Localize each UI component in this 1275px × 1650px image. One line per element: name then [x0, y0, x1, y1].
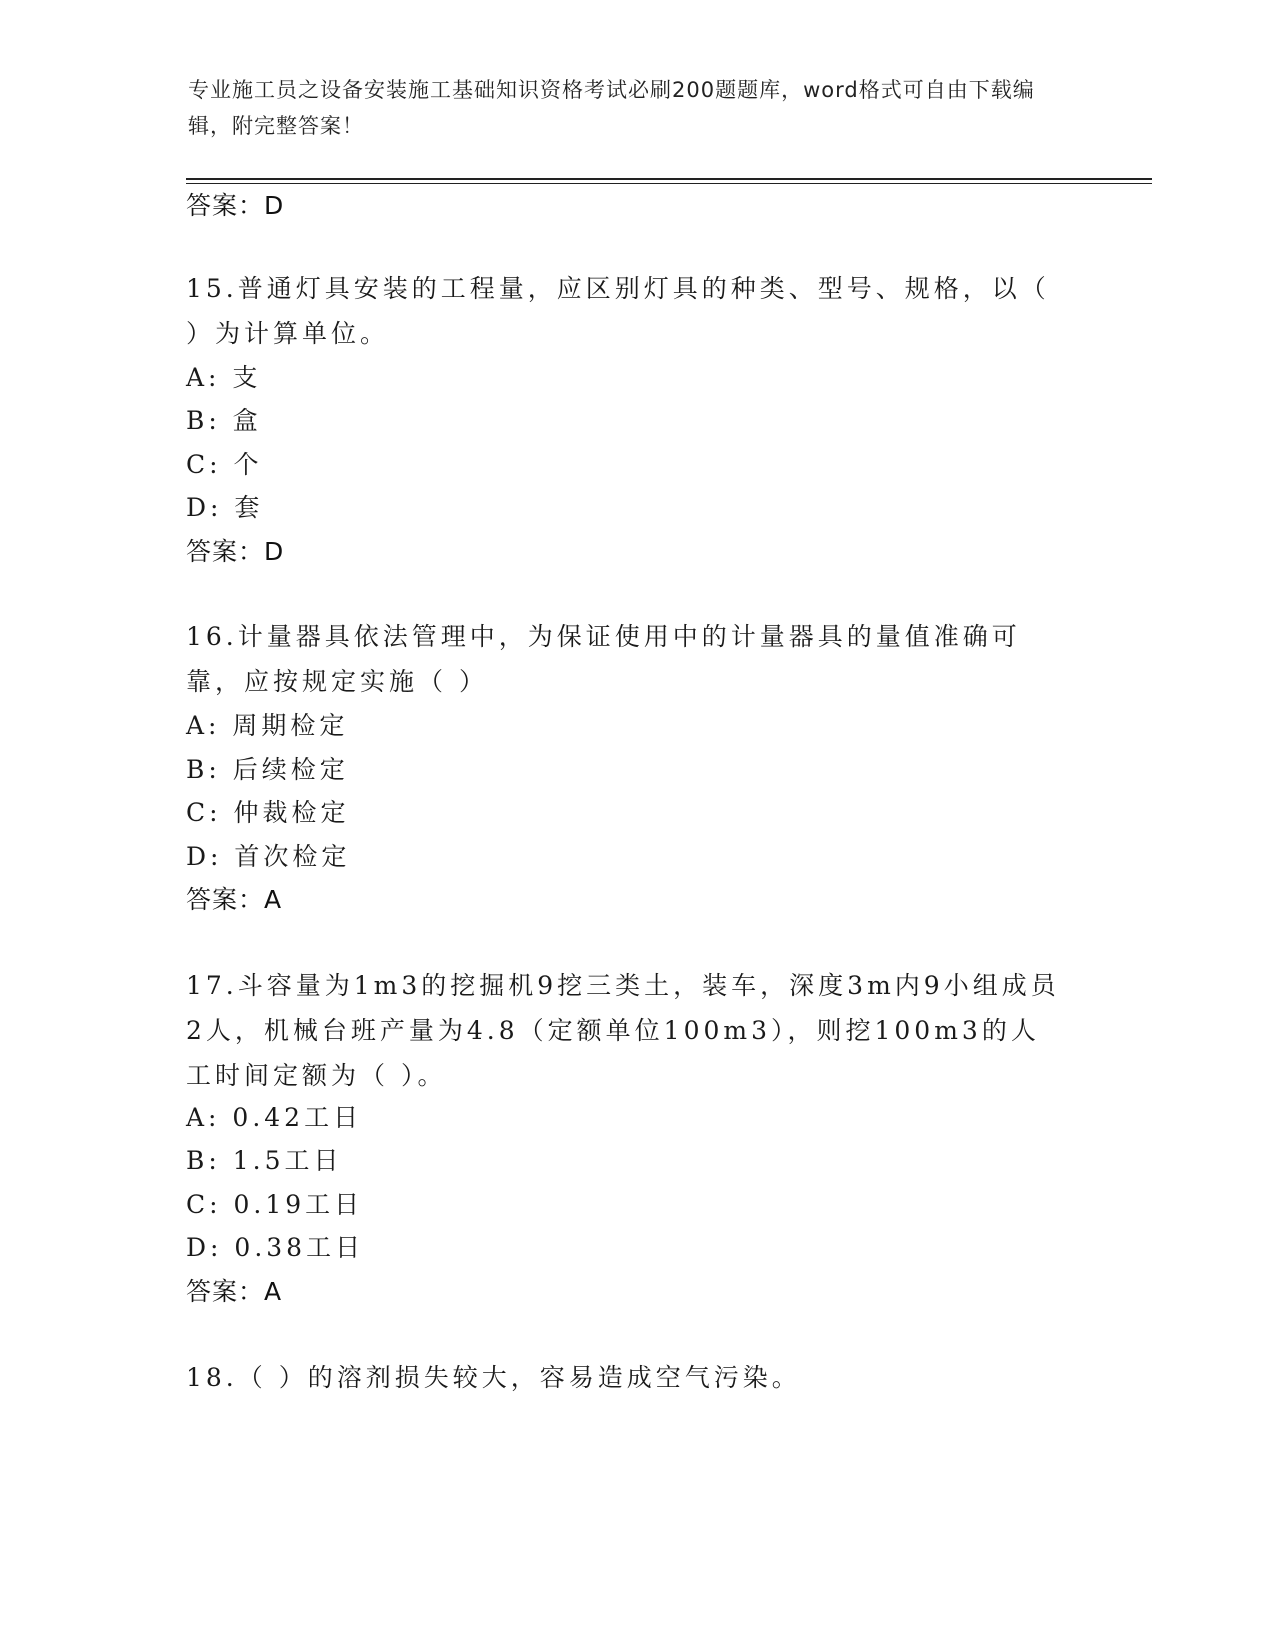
question-16-option-a: A: 周期检定: [186, 711, 349, 740]
header-divider-thin: [186, 183, 1152, 184]
previous-answer: 答案：D: [186, 191, 285, 220]
question-18-stem: 18.（ ）的溶剂损失较大，容易造成空气污染。: [186, 1363, 801, 1392]
question-17-option-d: D: 0.38工日: [186, 1233, 365, 1262]
question-17-answer: 答案：A: [186, 1277, 283, 1306]
question-15-stem: 15.普通灯具安装的工程量，应区别灯具的种类、型号、规格，以（ ）为计算单位。: [186, 274, 1050, 348]
question-16-stem: 16.计量器具依法管理中，为保证使用中的计量器具的量值准确可靠，应按规定实施（ ）: [186, 622, 1021, 696]
question-15-option-d: D: 套: [186, 493, 264, 522]
question-15-option-b: B: 盒: [186, 406, 262, 435]
header-divider-thick: [186, 178, 1152, 180]
question-17-stem: 17.斗容量为1m3的挖掘机9挖三类土，装车，深度3m内9小组成员2人，机械台班产量为4.8（定额单位100m3），则挖100m3的人工时间定额为（ ）。: [186, 971, 1060, 1090]
question-16-answer: 答案：A: [186, 885, 283, 914]
question-16-option-b: B: 后续检定: [186, 755, 349, 784]
question-17-option-c: C: 0.19工日: [186, 1190, 364, 1219]
question-15-option-c: C: 个: [186, 450, 263, 479]
question-15-answer: 答案：D: [186, 537, 285, 566]
question-17-option-a: A: 0.42工日: [186, 1103, 363, 1132]
question-17-option-b: B: 1.5工日: [186, 1146, 343, 1175]
question-16-option-d: D: 首次检定: [186, 842, 351, 871]
document-header: 专业施工员之设备安装施工基础知识资格考试必刷200题题库，word格式可自由下载编辑，附完整答案！: [188, 78, 1035, 138]
question-15-option-a: A: 支: [186, 363, 262, 392]
question-16-option-c: C: 仲裁检定: [186, 798, 350, 827]
